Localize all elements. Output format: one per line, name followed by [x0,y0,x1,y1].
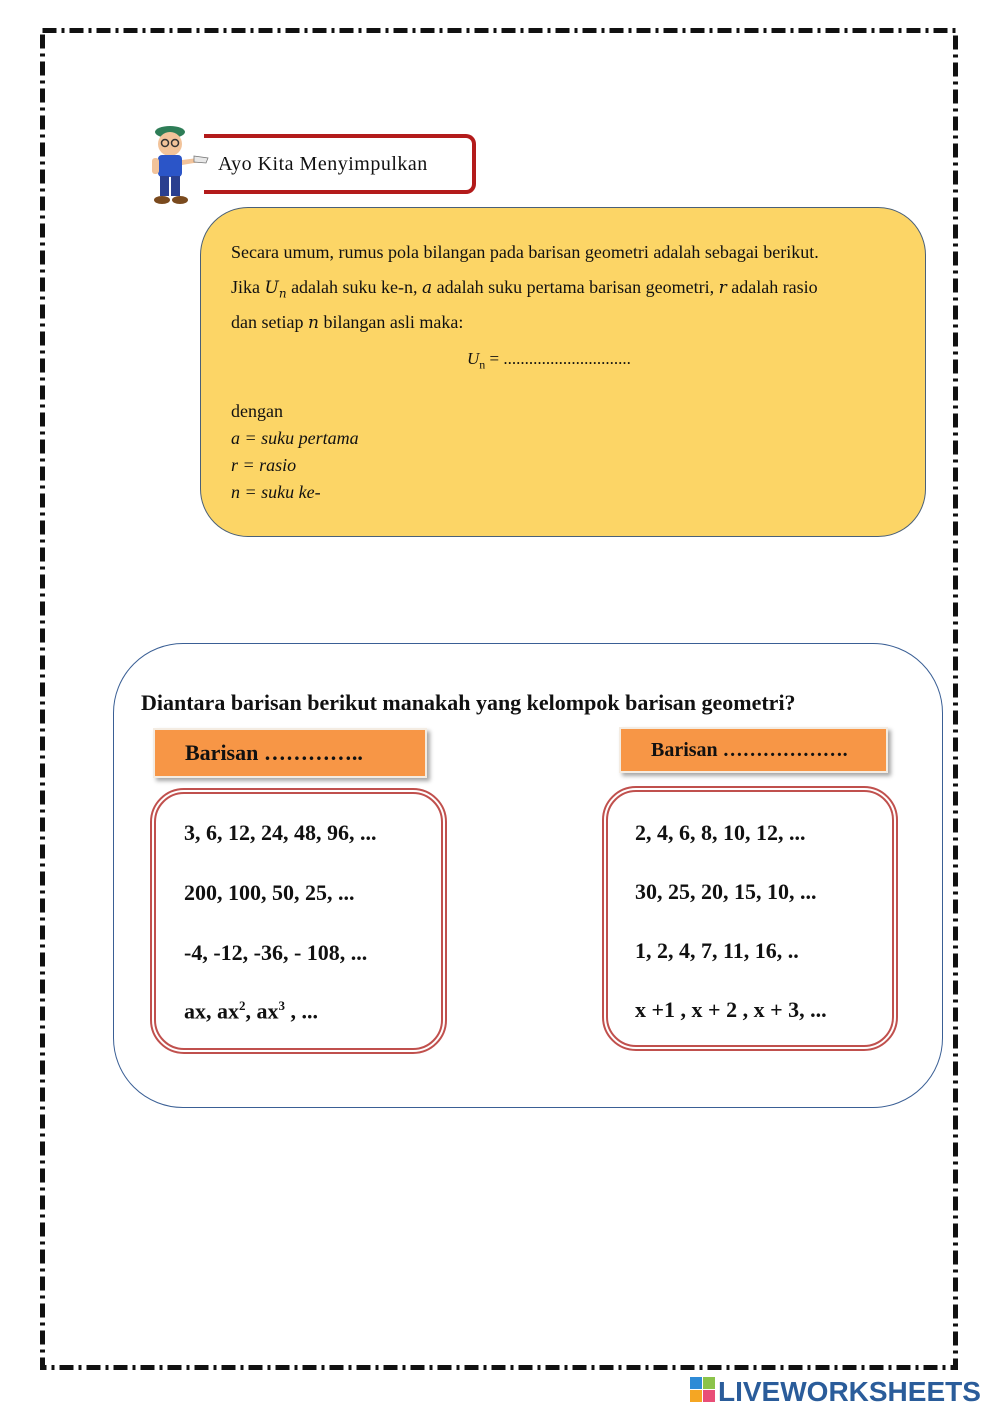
sequence-item: 3, 6, 12, 24, 48, 96, ... [184,820,377,845]
var-a: a [422,278,433,298]
text-fragment: bilangan asli maka: [318,312,464,332]
conclusion-box [200,207,926,537]
definition-r: r = rasio [231,455,297,475]
sequence-item: 200, 100, 50, 25, ... [184,880,355,905]
section-title: Ayo Kita Menyimpulkan [218,152,428,175]
exponent: 3 [278,998,285,1013]
sequence-item: x +1 , x + 2 , x + 3, ... [635,997,827,1022]
var-n: n [307,313,319,333]
right-group-label[interactable] [619,727,888,773]
sequence-item: 30, 25, 20, 15, 10, ... [635,879,817,904]
dengan-label: dengan [231,401,283,421]
left-group-label[interactable] [153,728,427,778]
text-fragment: adalah suku ke-n, [286,277,423,297]
exercise-question: Diantara barisan berikut manakah yang kelompok barisan geometri? [141,690,796,715]
text-fragment: , ax [245,998,279,1024]
var-r: r [718,278,727,298]
text-fragment: dan setiap [231,312,308,332]
conclusion-line-1: Secara umum, rumus pola bilangan pada barisan geometri adalah sebagai berikut. [231,242,819,262]
boy-mascot-icon [148,122,210,206]
formula-sub: n [479,357,486,372]
watermark-text: LIVEWORKSHEETS [718,1376,981,1406]
right-sequence-box [602,786,898,1051]
conclusion-line-2 [231,277,818,300]
sequence-item: 1, 2, 4, 7, 11, 16, .. [635,938,799,963]
left-group-label-text: Barisan ………….. [185,740,363,765]
text-fragment: adalah rasio [726,277,818,297]
text-fragment: Jika [231,277,265,297]
sequence-item: 2, 4, 6, 8, 10, 12, ... [635,820,806,845]
exponent: 2 [239,998,246,1013]
var-u-letter: U [264,278,279,298]
liveworksheets-logo [690,1374,990,1406]
var-u [264,278,287,301]
formula-u: U [467,349,480,368]
left-sequence-box [150,788,447,1054]
sequence-item: -4, -12, -36, - 108, ... [184,940,368,965]
definition-a: a = suku pertama [231,428,359,448]
conclusion-line-3 [231,312,463,333]
sequence-item [184,998,318,1024]
section-header [204,134,476,194]
text-fragment: adalah suku pertama barisan geometri, [432,277,719,297]
definition-n: n = suku ke- [231,482,321,502]
right-group-label-text: Barisan ………………. [651,738,848,761]
formula-dots: = .............................. [485,349,631,368]
text-fragment: ax, ax [184,998,239,1024]
text-fragment: , ... [285,998,318,1024]
var-u-sub: n [278,286,287,301]
formula-blank [467,349,631,372]
